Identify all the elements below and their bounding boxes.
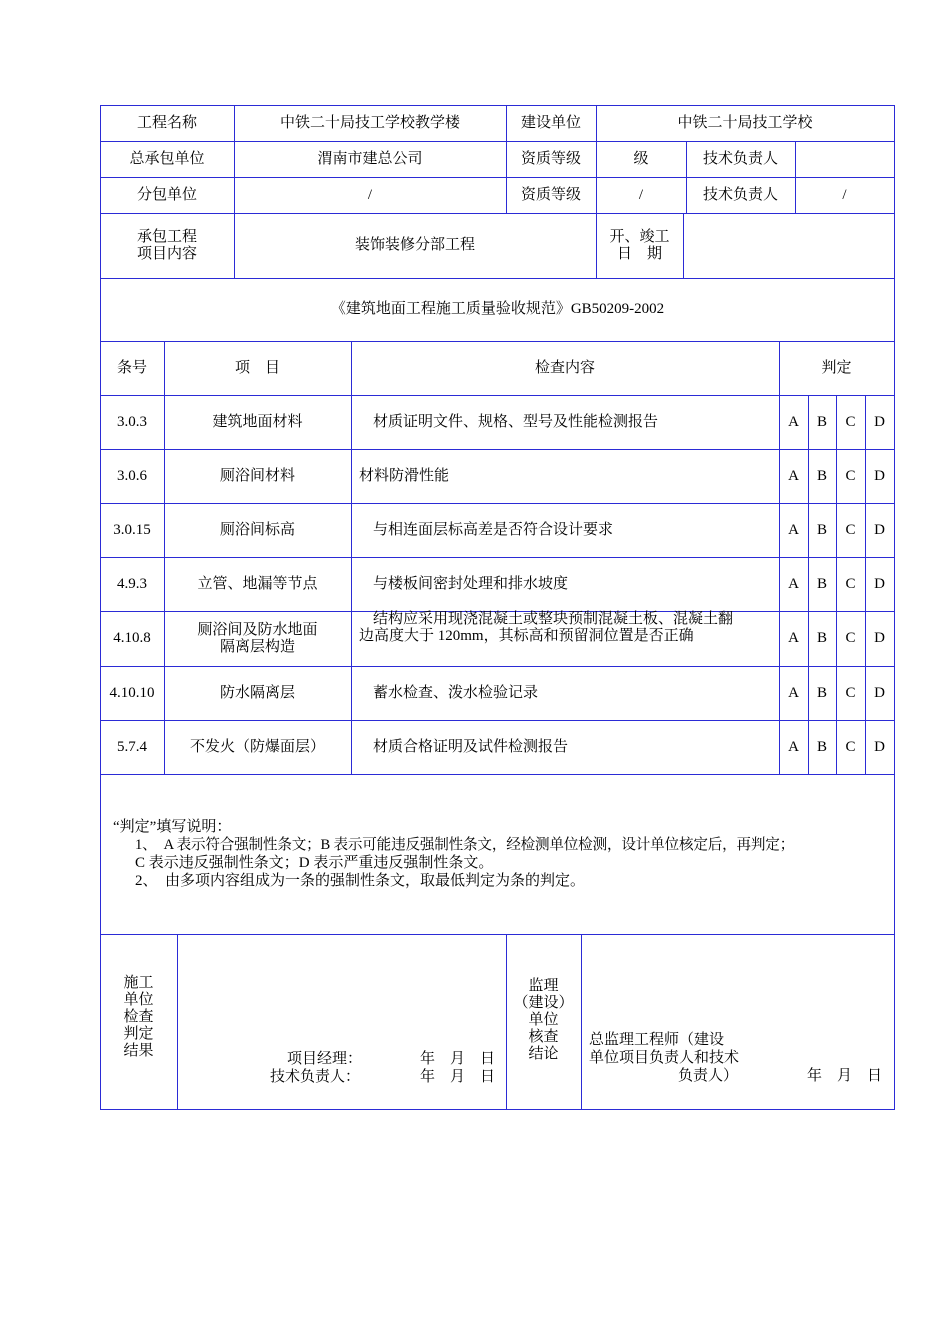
row-item [164, 611, 351, 666]
notes-line: C 表示违反强制性条文；D 表示严重违反强制性条文。 [135, 855, 494, 871]
row-clause: 4.10.10 [109, 684, 155, 701]
row-item: 厕浴间标高 [219, 521, 295, 538]
row-content [359, 611, 778, 666]
grade-c: C [845, 684, 856, 701]
row-content: 材料防滑性能 [359, 467, 450, 484]
grade-a: A [788, 738, 799, 755]
label-line: 核查 [528, 1029, 559, 1045]
row-item: 防水隔离层 [219, 684, 295, 701]
grade-c: C [845, 413, 856, 430]
grade-b: B [816, 521, 827, 538]
scope-value: 装饰装修分部工程 [354, 237, 475, 253]
rule [100, 1109, 895, 1110]
row-content: 蓄水检查、泼水检验记录 [373, 684, 539, 701]
scope-label-line: 承包工程 [136, 228, 197, 245]
scope-label [100, 213, 234, 278]
tech-lead-value [795, 141, 894, 177]
qualification-label: 资质等级 [520, 150, 581, 167]
subcontractor-label: 分包单位 [136, 186, 197, 203]
row-item: 不发火（防爆面层） [189, 738, 325, 755]
row-content: 材质证明文件、规格、型号及性能检测报告 [373, 413, 659, 430]
row-content: 与相连面层标高差是否符合设计要求 [373, 521, 614, 538]
owner-label: 建设单位 [520, 114, 581, 131]
general-contractor-label: 总承包单位 [129, 150, 205, 167]
grade-c: C [845, 521, 856, 538]
label-line: 结果 [123, 1043, 154, 1059]
rule [351, 341, 352, 774]
chief-engineer-label: 单位项目负责人和技术 [589, 1050, 740, 1066]
notes-title: “判定”填写说明： [113, 819, 232, 835]
label-line: 施工 [123, 975, 154, 991]
date-ymd: 年 月 日 [807, 1068, 883, 1084]
rule [894, 105, 895, 1110]
grade-c: C [845, 575, 856, 592]
grade-b: B [816, 413, 827, 430]
grade-d: D [874, 413, 885, 430]
rule [581, 934, 582, 1110]
grade-b: B [816, 738, 827, 755]
row-clause: 4.9.3 [117, 575, 147, 592]
grade-a: A [788, 521, 799, 538]
row-clause: 3.0.15 [113, 521, 151, 538]
row-content-line: 边高度大于 120mm，其标高和预留洞位置是否正确 [359, 628, 694, 644]
col-item-header: 项 目 [234, 359, 280, 376]
grade-b: B [816, 684, 827, 701]
rule [177, 934, 178, 1110]
col-content-header: 检查内容 [534, 359, 595, 376]
grade-d: D [874, 738, 885, 755]
sub-qualification-label: 资质等级 [520, 186, 581, 203]
standard-title: 《建筑地面工程施工质量验收规范》GB50209-2002 [330, 301, 665, 317]
row-item: 立管、地漏等节点 [197, 575, 318, 592]
sub-tech-lead-label: 技术负责人 [702, 186, 778, 203]
date-ymd: 年 月 日 [420, 1051, 496, 1067]
row-item: 厕浴间材料 [219, 467, 295, 484]
subcontractor-value: / [367, 186, 373, 203]
grade-b: B [816, 467, 827, 484]
date-ymd: 年 月 日 [420, 1069, 496, 1085]
sub-tech-lead-value: / [842, 186, 847, 203]
row-item-line: 厕浴间及防水地面 [197, 621, 318, 638]
grade-a: A [788, 575, 799, 592]
chief-engineer-label: 总监理工程师（建设 [589, 1032, 725, 1048]
grade-a: A [788, 684, 799, 701]
construction-unit-label [100, 975, 177, 1065]
label-line: 监理 [528, 978, 559, 994]
owner-value: 中铁二十局技工学校 [677, 114, 813, 131]
row-content: 材质合格证明及试件检测报告 [373, 738, 569, 755]
label-line: 检查 [123, 1009, 154, 1025]
row-clause: 4.10.8 [113, 630, 151, 646]
rule [100, 774, 895, 775]
grade-d: D [874, 684, 885, 701]
project-name-label: 工程名称 [136, 114, 197, 131]
notes-line: 2、 由多项内容组成为一条的强制性条文，取最低判定为条的判定。 [135, 873, 586, 889]
dates-label-line: 日 期 [616, 245, 662, 262]
tech-lead-sign-label: 技术负责人： [270, 1069, 361, 1085]
grade-b: B [816, 630, 827, 646]
grade-d: D [874, 467, 885, 484]
dates-label-line: 开、竣工 [609, 228, 670, 245]
inspection-form [100, 105, 895, 1110]
chief-engineer-label: 负责人） [678, 1068, 739, 1084]
rule [100, 934, 895, 935]
row-item: 建筑地面材料 [212, 413, 303, 430]
label-line: 单位 [123, 992, 154, 1008]
row-content: 与楼板间密封处理和排水坡度 [373, 575, 569, 592]
label-line: 判定 [123, 1026, 154, 1042]
project-name-value: 中铁二十局技工学校教学楼 [279, 114, 460, 131]
dates-label [596, 213, 683, 278]
grade-c: C [845, 467, 856, 484]
grade-d: D [874, 630, 885, 646]
sub-qualification-value: / [638, 186, 644, 203]
general-contractor-value: 渭南市建总公司 [317, 150, 423, 167]
row-clause: 3.0.6 [117, 467, 147, 484]
col-judgement-header: 判定 [821, 359, 852, 376]
grade-a: A [788, 467, 799, 484]
col-clause-header: 条号 [116, 359, 147, 376]
project-manager-label: 项目经理： [287, 1051, 363, 1067]
grade-a: A [788, 630, 799, 646]
row-item-line: 隔离层构造 [219, 638, 295, 655]
dates-value [683, 213, 894, 278]
tech-lead-label: 技术负责人 [702, 150, 778, 167]
label-line: （建设） [513, 995, 574, 1011]
label-line: 结论 [528, 1046, 559, 1062]
grade-b: B [816, 575, 827, 592]
supervision-unit-label [506, 978, 581, 1068]
qualification-value: 级 [633, 150, 649, 167]
grade-c: C [845, 630, 856, 646]
label-line: 单位 [528, 1012, 559, 1028]
row-clause: 5.7.4 [117, 738, 147, 755]
grade-d: D [874, 575, 885, 592]
grade-d: D [874, 521, 885, 538]
grade-c: C [845, 738, 856, 755]
grade-a: A [788, 413, 799, 430]
notes-line: 1、 A 表示符合强制性条文；B 表示可能违反强制性条文，经检测单位检测，设计单位核定后，再判定； [135, 837, 795, 853]
scope-label-line: 项目内容 [136, 245, 197, 262]
row-clause: 3.0.3 [117, 413, 147, 430]
row-content-line: 结构应采用现浇混凝土或整块预制混凝土板、混凝土翻 [373, 611, 734, 627]
